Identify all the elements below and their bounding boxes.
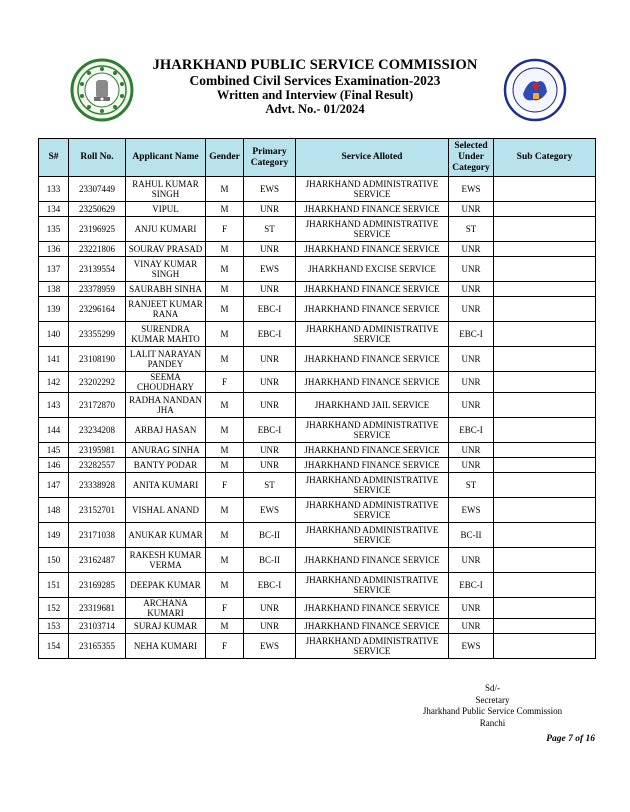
cell-service-alloted: JHARKHAND ADMINISTRATIVE SERVICE (296, 473, 449, 498)
cell-roll-number: 23296164 (69, 297, 126, 322)
cell-gender: M (206, 297, 244, 322)
cell-gender: M (206, 347, 244, 372)
cell-applicant-name: RAHUL KUMAR SINGH (126, 177, 206, 202)
cell-gender: F (206, 634, 244, 659)
cell-primary-category: UNR (244, 282, 296, 297)
cell-selected-category: UNR (449, 257, 494, 282)
table-row (39, 619, 596, 634)
cell-sub-category (494, 347, 596, 372)
cell-selected-category: BC-II (449, 523, 494, 548)
signatory-place: Ranchi (479, 717, 506, 728)
cell-gender: F (206, 598, 244, 619)
cell-applicant-name: ANJU KUMARI (126, 217, 206, 242)
cell-primary-category: EBC-I (244, 573, 296, 598)
cell-serial-number: 136 (39, 242, 69, 257)
cell-selected-category: UNR (449, 282, 494, 297)
cell-serial-number: 141 (39, 347, 69, 372)
cell-gender: M (206, 443, 244, 458)
table-row (39, 297, 596, 322)
cell-serial-number: 153 (39, 619, 69, 634)
cell-primary-category: EWS (244, 177, 296, 202)
cell-gender: M (206, 242, 244, 257)
cell-applicant-name: RAKESH KUMAR VERMA (126, 548, 206, 573)
cell-serial-number: 140 (39, 322, 69, 347)
table-row (39, 372, 596, 393)
table-row (39, 548, 596, 573)
cell-gender: M (206, 573, 244, 598)
cell-roll-number: 23165355 (69, 634, 126, 659)
cell-serial-number: 137 (39, 257, 69, 282)
cell-applicant-name: SURENDRA KUMAR MAHTO (126, 322, 206, 347)
page-number: Page 7 of 16 (546, 734, 595, 744)
cell-selected-category: UNR (449, 202, 494, 217)
cell-primary-category: BC-II (244, 548, 296, 573)
cell-selected-category: UNR (449, 242, 494, 257)
cell-gender: M (206, 523, 244, 548)
cell-applicant-name: VISHAL ANAND (126, 498, 206, 523)
cell-service-alloted: JHARKHAND FINANCE SERVICE (296, 282, 449, 297)
cell-gender: F (206, 217, 244, 242)
cell-serial-number: 133 (39, 177, 69, 202)
cell-applicant-name: VINAY KUMAR SINGH (126, 257, 206, 282)
table-row (39, 634, 596, 659)
table-row (39, 282, 596, 297)
cell-primary-category: ST (244, 217, 296, 242)
cell-selected-category: EWS (449, 177, 494, 202)
column-header-selected-category: Selected Under Category (449, 139, 494, 177)
cell-selected-category: UNR (449, 393, 494, 418)
table-row (39, 177, 596, 202)
table-header-row (39, 139, 596, 177)
cell-service-alloted: JHARKHAND FINANCE SERVICE (296, 372, 449, 393)
cell-applicant-name: ARBAJ HASAN (126, 418, 206, 443)
cell-serial-number: 150 (39, 548, 69, 573)
cell-roll-number: 23221806 (69, 242, 126, 257)
advertisement-number: Advt. No.- 01/2024 (265, 102, 365, 116)
cell-service-alloted: JHARKHAND FINANCE SERVICE (296, 458, 449, 473)
cell-selected-category: UNR (449, 548, 494, 573)
cell-applicant-name: SEEMA CHOUDHARY (126, 372, 206, 393)
cell-applicant-name: ARCHANA KUMARI (126, 598, 206, 619)
cell-roll-number: 23171038 (69, 523, 126, 548)
cell-selected-category: UNR (449, 297, 494, 322)
cell-selected-category: EBC-I (449, 573, 494, 598)
table-row (39, 443, 596, 458)
cell-gender: M (206, 257, 244, 282)
cell-service-alloted: JHARKHAND FINANCE SERVICE (296, 443, 449, 458)
table-row (39, 598, 596, 619)
cell-serial-number: 138 (39, 282, 69, 297)
cell-roll-number: 23234208 (69, 418, 126, 443)
cell-roll-number: 23196925 (69, 217, 126, 242)
signatory-organization: Jharkhand Public Service Commission (422, 706, 563, 716)
cell-selected-category: UNR (449, 347, 494, 372)
cell-gender: M (206, 458, 244, 473)
cell-serial-number: 134 (39, 202, 69, 217)
result-table (38, 138, 596, 659)
cell-sub-category (494, 322, 596, 347)
cell-applicant-name: SURAJ KUMAR (126, 619, 206, 634)
cell-gender: M (206, 177, 244, 202)
cell-roll-number: 23108190 (69, 347, 126, 372)
cell-primary-category: ST (244, 473, 296, 498)
cell-service-alloted: JHARKHAND FINANCE SERVICE (296, 297, 449, 322)
table-row (39, 573, 596, 598)
cell-gender: M (206, 322, 244, 347)
column-header-primary-category: Primary Category (244, 139, 296, 177)
cell-gender: M (206, 418, 244, 443)
cell-sub-category (494, 548, 596, 573)
table-row (39, 202, 596, 217)
cell-roll-number: 23378959 (69, 282, 126, 297)
cell-selected-category: UNR (449, 458, 494, 473)
cell-selected-category: UNR (449, 443, 494, 458)
table-row (39, 498, 596, 523)
cell-service-alloted: JHARKHAND ADMINISTRATIVE SERVICE (296, 634, 449, 659)
cell-gender: M (206, 202, 244, 217)
result-title: Written and Interview (Final Result) (216, 88, 414, 102)
cell-serial-number: 154 (39, 634, 69, 659)
column-header-gender: Gender (206, 139, 244, 177)
cell-selected-category: ST (449, 473, 494, 498)
cell-applicant-name: ANURAG SINHA (126, 443, 206, 458)
table-row (39, 322, 596, 347)
cell-gender: M (206, 548, 244, 573)
cell-applicant-name: BANTY PODAR (126, 458, 206, 473)
cell-roll-number: 23139554 (69, 257, 126, 282)
cell-roll-number: 23355299 (69, 322, 126, 347)
cell-service-alloted: JHARKHAND ADMINISTRATIVE SERVICE (296, 523, 449, 548)
cell-serial-number: 135 (39, 217, 69, 242)
cell-roll-number: 23103714 (69, 619, 126, 634)
cell-serial-number: 142 (39, 372, 69, 393)
cell-sub-category (494, 443, 596, 458)
table-body (39, 177, 596, 659)
cell-primary-category: BC-II (244, 523, 296, 548)
cell-gender: M (206, 282, 244, 297)
cell-sub-category (494, 619, 596, 634)
cell-primary-category: UNR (244, 242, 296, 257)
cell-primary-category: EWS (244, 257, 296, 282)
cell-sub-category (494, 473, 596, 498)
cell-gender: M (206, 498, 244, 523)
cell-primary-category: UNR (244, 458, 296, 473)
cell-service-alloted: JHARKHAND FINANCE SERVICE (296, 598, 449, 619)
cell-service-alloted: JHARKHAND ADMINISTRATIVE SERVICE (296, 177, 449, 202)
table-row (39, 458, 596, 473)
cell-roll-number: 23307449 (69, 177, 126, 202)
cell-service-alloted: JHARKHAND ADMINISTRATIVE SERVICE (296, 498, 449, 523)
cell-roll-number: 23152701 (69, 498, 126, 523)
cell-serial-number: 151 (39, 573, 69, 598)
cell-primary-category: EWS (244, 498, 296, 523)
cell-primary-category: EWS (244, 634, 296, 659)
table-row (39, 257, 596, 282)
cell-sub-category (494, 177, 596, 202)
table-row (39, 242, 596, 257)
cell-sub-category (494, 297, 596, 322)
jpsc-seal-logo (503, 58, 567, 122)
cell-service-alloted: JHARKHAND JAIL SERVICE (296, 393, 449, 418)
cell-service-alloted: JHARKHAND FINANCE SERVICE (296, 202, 449, 217)
table-row (39, 217, 596, 242)
cell-primary-category: UNR (244, 619, 296, 634)
cell-primary-category: UNR (244, 347, 296, 372)
cell-selected-category: EBC-I (449, 322, 494, 347)
cell-roll-number: 23250629 (69, 202, 126, 217)
cell-applicant-name: RANJEET KUMAR RANA (126, 297, 206, 322)
signatory-title: Secretary (475, 694, 510, 705)
cell-applicant-name: ANUKAR KUMAR (126, 523, 206, 548)
cell-selected-category: UNR (449, 372, 494, 393)
cell-applicant-name: ANITA KUMARI (126, 473, 206, 498)
document-header (140, 58, 490, 116)
cell-sub-category (494, 257, 596, 282)
table-row (39, 347, 596, 372)
cell-sub-category (494, 418, 596, 443)
cell-sub-category (494, 634, 596, 659)
cell-sub-category (494, 242, 596, 257)
cell-applicant-name: RADHA NANDAN JHA (126, 393, 206, 418)
cell-selected-category: UNR (449, 619, 494, 634)
cell-primary-category: UNR (244, 393, 296, 418)
cell-roll-number: 23172870 (69, 393, 126, 418)
cell-serial-number: 149 (39, 523, 69, 548)
cell-serial-number: 146 (39, 458, 69, 473)
cell-service-alloted: JHARKHAND FINANCE SERVICE (296, 347, 449, 372)
cell-selected-category: EWS (449, 498, 494, 523)
exam-name: Combined Civil Services Examination-2023 (189, 73, 441, 88)
cell-sub-category (494, 282, 596, 297)
cell-serial-number: 139 (39, 297, 69, 322)
cell-applicant-name: SAURABH SINHA (126, 282, 206, 297)
cell-service-alloted: JHARKHAND ADMINISTRATIVE SERVICE (296, 217, 449, 242)
cell-sub-category (494, 217, 596, 242)
cell-gender: F (206, 372, 244, 393)
cell-sub-category (494, 498, 596, 523)
cell-sub-category (494, 598, 596, 619)
cell-serial-number: 143 (39, 393, 69, 418)
cell-serial-number: 144 (39, 418, 69, 443)
cell-primary-category: UNR (244, 598, 296, 619)
cell-roll-number: 23319681 (69, 598, 126, 619)
cell-service-alloted: JHARKHAND FINANCE SERVICE (296, 619, 449, 634)
table-row (39, 393, 596, 418)
cell-sub-category (494, 202, 596, 217)
column-header-roll: Roll No. (69, 139, 126, 177)
table-row (39, 473, 596, 498)
signature-block (410, 683, 575, 729)
cell-primary-category: EBC-I (244, 322, 296, 347)
cell-serial-number: 145 (39, 443, 69, 458)
column-header-service: Service Alloted (296, 139, 449, 177)
cell-applicant-name: NEHA KUMARI (126, 634, 206, 659)
cell-selected-category: EBC-I (449, 418, 494, 443)
cell-sub-category (494, 372, 596, 393)
cell-selected-category: ST (449, 217, 494, 242)
table-row (39, 418, 596, 443)
cell-roll-number: 23195981 (69, 443, 126, 458)
column-header-name: Applicant Name (126, 139, 206, 177)
cell-applicant-name: SOURAV PRASAD (126, 242, 206, 257)
jharkhand-emblem-logo (70, 58, 134, 122)
cell-service-alloted: JHARKHAND ADMINISTRATIVE SERVICE (296, 418, 449, 443)
cell-service-alloted: JHARKHAND ADMINISTRATIVE SERVICE (296, 322, 449, 347)
cell-gender: M (206, 393, 244, 418)
cell-serial-number: 152 (39, 598, 69, 619)
cell-applicant-name: LALIT NARAYAN PANDEY (126, 347, 206, 372)
cell-serial-number: 147 (39, 473, 69, 498)
column-header-sn: S# (39, 139, 69, 177)
cell-primary-category: UNR (244, 202, 296, 217)
cell-sub-category (494, 458, 596, 473)
table-row (39, 523, 596, 548)
cell-sub-category (494, 393, 596, 418)
column-header-sub-category: Sub Category (494, 139, 596, 177)
cell-roll-number: 23338928 (69, 473, 126, 498)
cell-applicant-name: DEEPAK KUMAR (126, 573, 206, 598)
cell-sub-category (494, 523, 596, 548)
cell-primary-category: UNR (244, 443, 296, 458)
cell-primary-category: EBC-I (244, 418, 296, 443)
cell-serial-number: 148 (39, 498, 69, 523)
commission-name: JHARKHAND PUBLIC SERVICE COMMISSION (152, 57, 478, 73)
cell-service-alloted: JHARKHAND EXCISE SERVICE (296, 257, 449, 282)
cell-gender: M (206, 619, 244, 634)
cell-primary-category: EBC-I (244, 297, 296, 322)
cell-gender: F (206, 473, 244, 498)
cell-roll-number: 23202292 (69, 372, 126, 393)
cell-roll-number: 23169285 (69, 573, 126, 598)
cell-selected-category: EWS (449, 634, 494, 659)
cell-primary-category: UNR (244, 372, 296, 393)
cell-service-alloted: JHARKHAND FINANCE SERVICE (296, 242, 449, 257)
cell-selected-category: UNR (449, 598, 494, 619)
signature-sd: Sd/- (484, 683, 500, 693)
cell-roll-number: 23282557 (69, 458, 126, 473)
cell-service-alloted: JHARKHAND ADMINISTRATIVE SERVICE (296, 573, 449, 598)
cell-roll-number: 23162487 (69, 548, 126, 573)
cell-sub-category (494, 573, 596, 598)
cell-service-alloted: JHARKHAND FINANCE SERVICE (296, 548, 449, 573)
cell-applicant-name: VIPUL (126, 202, 206, 217)
